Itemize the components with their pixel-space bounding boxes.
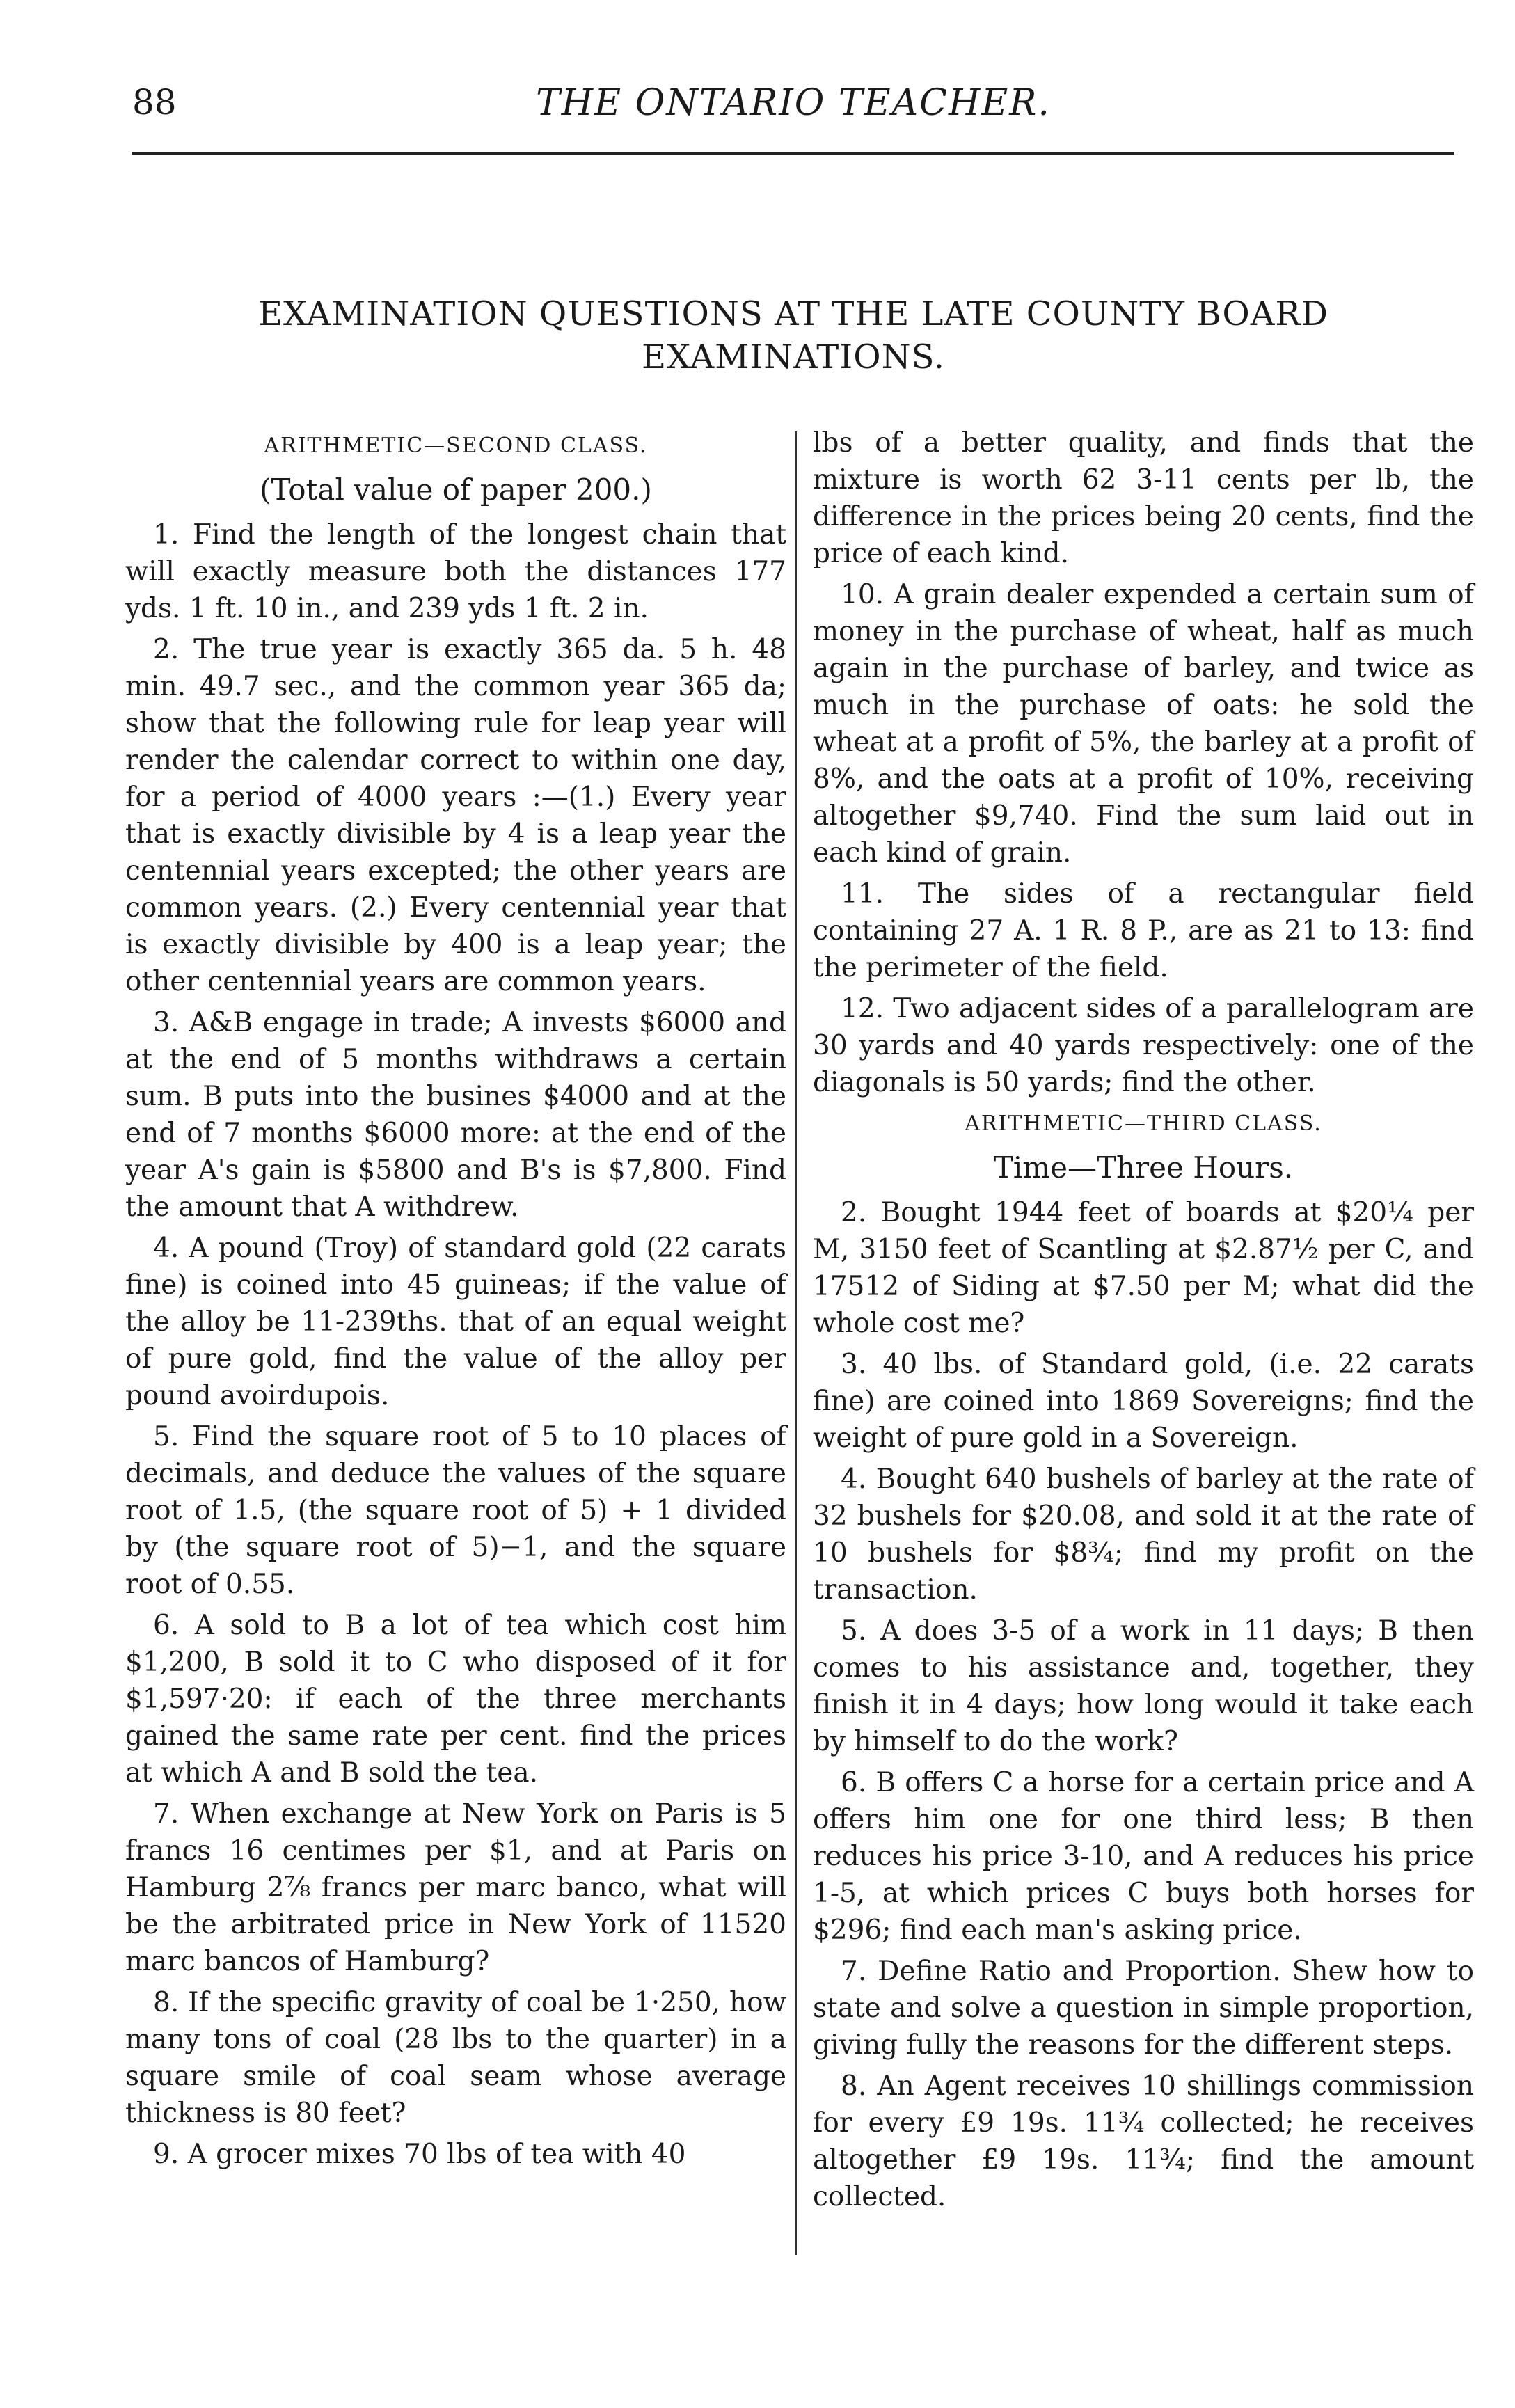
column-divider (795, 431, 797, 2255)
question: 10. A grain dealer expended a certain sum of money in the purchase of wheat, half as much again in the purchase of barley, and twice as much in the purchase of oats: he sold the wheat at a profit of 5%, the barley at a profit of 8%, and the oats at a profit of 10%, receiving altogether $9,740. Find the sum laid out in each kind of grain. (813, 579, 1474, 869)
question: 7. Define Ratio and Proportion. Shew how to state and solve a question in simple proportion, giving fully the reasons for the different steps. (813, 1956, 1474, 2061)
page-header (132, 82, 1454, 138)
section-heading: ARITHMETIC—THIRD CLASS. (965, 1111, 1322, 1136)
article-title: EXAMINATION QUESTIONS AT THE LATE COUNTY BOARD EXAMINATIONS. (257, 294, 1329, 377)
right-column (813, 425, 1474, 2219)
question: 8. If the specific gravity of coal be 1·250, how many tons of coal (28 lbs to the quarter) in a square smile of coal seam whose average thickness is 80 feet? (125, 1987, 786, 2129)
section-subheading: Time—Three Hours. (993, 1150, 1294, 1185)
question: 9. A grocer mixes 70 lbs of tea with 40 (153, 2139, 686, 2170)
page-number: 88 (132, 82, 177, 122)
question: 5. A does 3-5 of a work in 11 days; B then comes to his assistance and, together, they finish it in 4 days; how long would it take each by himself to do the work? (813, 1615, 1474, 1757)
question: 6. A sold to B a lot of tea which cost him $1,200, B sold it to C who disposed of it for $1,597·20: if each of the three merchants gained the same rate per cent. find the prices at which A and B sold the tea. (125, 1610, 786, 1789)
left-column (125, 425, 786, 2177)
question: 11. The sides of a rectangular field containing 27 A. 1 R. 8 P., are as 21 to 13: find the perimeter of the field. (813, 878, 1474, 983)
section-subheading: (Total value of paper 200.) (260, 473, 652, 507)
question: 3. A&B engage in trade; A invests $6000 and at the end of 5 months withdraws a certain sum. B puts into the busines $4000 and at the end of 7 months $6000 more: at the end of the year A's gain is $5800 and B's is $7,800. Find the amount that A withdrew. (125, 1007, 786, 1223)
question: 5. Find the square root of 5 to 10 places of decimals, and deduce the values of the square root of 1.5, (the square root of 5) + 1 divided by (the square root of 5)−1, and the square root of 0.55. (125, 1421, 786, 1600)
question: 8. An Agent receives 10 shillings commission for every £9 19s. 11¾ collected; he receives altogether £9 19s. 11¾; find the amount collected. (813, 2070, 1474, 2212)
header-rule (132, 152, 1454, 155)
section-heading: ARITHMETIC—SECOND CLASS. (264, 434, 648, 458)
question: 6. B offers C a horse for a certain price and A offers him one for one third less; B then reduces his price 3-10, and A reduces his price 1-5, at which prices C buys both horses for $296; find each man's asking price. (813, 1767, 1474, 1946)
running-title: THE ONTARIO TEACHER. (536, 82, 1051, 124)
question-continuation: lbs of a better quality, and finds that the mixture is worth 62 3-11 cents per lb, the difference in the prices being 20 cents, find the price of each kind. (813, 427, 1474, 569)
question: 4. A pound (Troy) of standard gold (22 carats fine) is coined into 45 guineas; if the value of the alloy be 11-239ths. that of an equal weight of pure gold, find the value of the alloy per pound avoirdupois. (125, 1233, 786, 1411)
question: 2. Bought 1944 feet of boards at $20¼ per M, 3150 feet of Scantling at $2.87½ per C, and 17512 of Siding at $7.50 per M; what did the whole cost me? (813, 1197, 1474, 1339)
question: 3. 40 lbs. of Standard gold, (i.e. 22 carats fine) are coined into 1869 Sovereigns; find the weight of pure gold in a Sovereign. (813, 1349, 1474, 1454)
question: 1. Find the length of the longest chain that will exactly measure both the distances 177 yds. 1 ft. 10 in., and 239 yds 1 ft. 2 in. (125, 519, 786, 624)
question: 12. Two adjacent sides of a parallelogram are 30 yards and 40 yards respectively: one of the diagonals is 50 yards; find the other. (813, 993, 1474, 1098)
question: 4. Bought 640 bushels of barley at the rate of 32 bushels for $20.08, and sold it at the rate of 10 bushels for $8¾; find my profit on the transaction. (813, 1464, 1474, 1606)
question: 7. When exchange at New York on Paris is 5 francs 16 centimes per $1, and at Paris on Hamburg 2⅞ francs per marc banco, what will be the arbitrated price in New York of 11520 marc bancos of Hamburg? (125, 1798, 786, 1977)
question: 2. The true year is exactly 365 da. 5 h. 48 min. 49.7 sec., and the common year 365 da; show that the following rule for leap year will render the calendar correct to within one day, for a period of 4000 years :—(1.) Every year that is exactly divisible by 4 is a leap year the centennial years excepted; the other years are common years. (2.) Every centennial year that is exactly divisible by 400 is a leap year; the other centennial years are common years. (125, 634, 786, 997)
